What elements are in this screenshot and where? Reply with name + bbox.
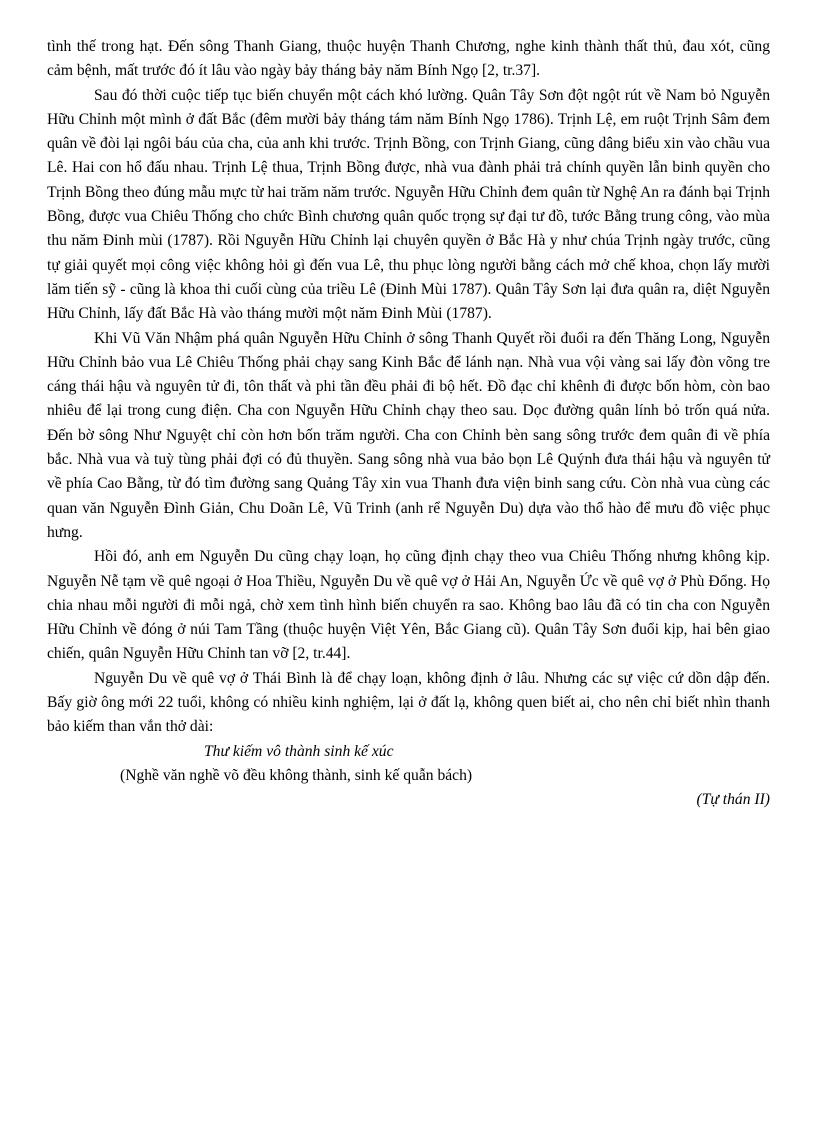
paragraph: Nguyễn Du về quê vợ ở Thái Bình là để chạy loạn, không định ở lâu. Nhưng các sự việc cứ dồn dập đến. Bấy giờ ông mới 22 tuổi, không có nhiều kinh nghiệm, lại ở đất lạ, không quen biết ai, cho nên chỉ biết nhìn thanh bảo kiếm than vắn thở dài:: [47, 669, 770, 736]
poem-translation: (Nghề văn nghề võ đều không thành, sinh kế quẫn bách): [120, 766, 473, 784]
body-text: [47, 35, 770, 813]
paragraph: Khi Vũ Văn Nhậm phá quân Nguyễn Hữu Chỉnh ở sông Thanh Quyết rồi đuổi ra đến Thăng Long, Nguyễn Hữu Chỉnh bảo vua Lê Chiêu Thống phải chạy sang Kinh Bắc để lánh nạn. Nhà vua vội vàng sai lấy đòn võng tre cáng thái hậu và nguyên tử đi, tôn thất và phi tần đều phải đi bộ hết. Đồ đạc chỉ khênh đi được bốn hòm, còn bao nhiêu để lại trong cung điện. Cha con Nguyễn Hữu Chỉnh chạy theo sau. Dọc đường quân lính bỏ trốn quá nửa. Đến bờ sông Như Nguyệt chỉ còn hơn bốn trăm người. Cha con Chỉnh bèn sang sông trước đem quân đi về phía bắc. Nhà vua và tuỳ tùng phải đợi có đủ thuyền. Sang sông nhà vua bảo bọn Lê Quýnh đưa thái hậu và nguyên tử về phía Cao Bằng, từ đó tìm đường sang Quảng Tây xin vua Thanh đưa viện binh sang cứu. Còn nhà vua cùng các quan văn Nguyễn Đình Giản, Chu Doãn Lê, Vũ Trinh (anh rể Nguyễn Du) dựa vào thổ hào để mưu đồ việc phục hưng.: [47, 329, 770, 541]
poem-citation: (Tự thán II): [696, 791, 770, 809]
paragraph: Sau đó thời cuộc tiếp tục biến chuyển một cách khó lường. Quân Tây Sơn đột ngột rút về Nam bỏ Nguyễn Hữu Chỉnh một mình ở đất Bắc (đêm mười bảy tháng tám năm Bính Ngọ 1786). Trịnh Lệ, em ruột Trịnh Sâm đem quân về đòi lại ngôi báu của cha, của anh khi trước. Trịnh Bồng, con Trịnh Giang, cũng dâng biểu xin vào chầu vua Lê. Hai con hổ đấu nhau. Trịnh Lệ thua, Trịnh Bồng được, nhà vua đành phải trả chính quyền lẫn binh quyền cho Trịnh Bồng theo đúng mẫu mực từ hai trăm năm trước. Nguyễn Hữu Chỉnh đem quân từ Nghệ An ra đánh bại Trịnh Bồng, được vua Chiêu Thống cho chức Bình chương quân quốc trọng sự đại tư đồ, tước Bằng trung công, vào mùa thu năm Đinh mùi (1787). Rồi Nguyễn Hữu Chỉnh lại chuyên quyền ở Bắc Hà y như chúa Trịnh ngày trước, cũng tự giải quyết mọi công việc không hỏi gì đến vua Lê, thu phục lòng người bằng cách mở chế khoa, chọn lấy mười lăm tiến sỹ - cũng là khoa thi cuối cùng của triều Lê (Đinh Mùi 1787). Quân Tây Sơn lại đưa quân ra, diệt Nguyễn Hữu Chỉnh, lấy đất Bắc Hà vào tháng mười một năm Đinh Mùi (1787).: [47, 86, 770, 323]
paragraph-continuation: tình thế trong hạt. Đến sông Thanh Giang, thuộc huyện Thanh Chương, nghe kinh thành thất thủ, đau xót, cũng cảm bệnh, mất trước đó ít lâu vào ngày bảy tháng bảy năm Bính Ngọ [2, tr.37].: [47, 38, 770, 80]
paragraph: Hồi đó, anh em Nguyễn Du cũng chạy loạn, họ cũng định chạy theo vua Chiêu Thống nhưng không kịp. Nguyễn Nễ tạm về quê ngoại ở Hoa Thiều, Nguyễn Du về quê vợ ở Hải An, Nguyễn Ức về quê vợ ở Phù Đổng. Họ chia nhau mỗi người đi mỗi ngả, chờ xem tình hình biến chuyển ra sao. Không bao lâu đã có tin cha con Nguyễn Hữu Chỉnh về đóng ở núi Tam Tầng (thuộc huyện Việt Yên, Bắc Giang cũ). Quân Tây Sơn đuổi kịp, hai bên giao chiến, quân Nguyễn Hữu Chỉnh tan vỡ [2, tr.44].: [47, 548, 770, 663]
poem-line: Thư kiếm vô thành sinh kế xúc: [204, 742, 394, 760]
